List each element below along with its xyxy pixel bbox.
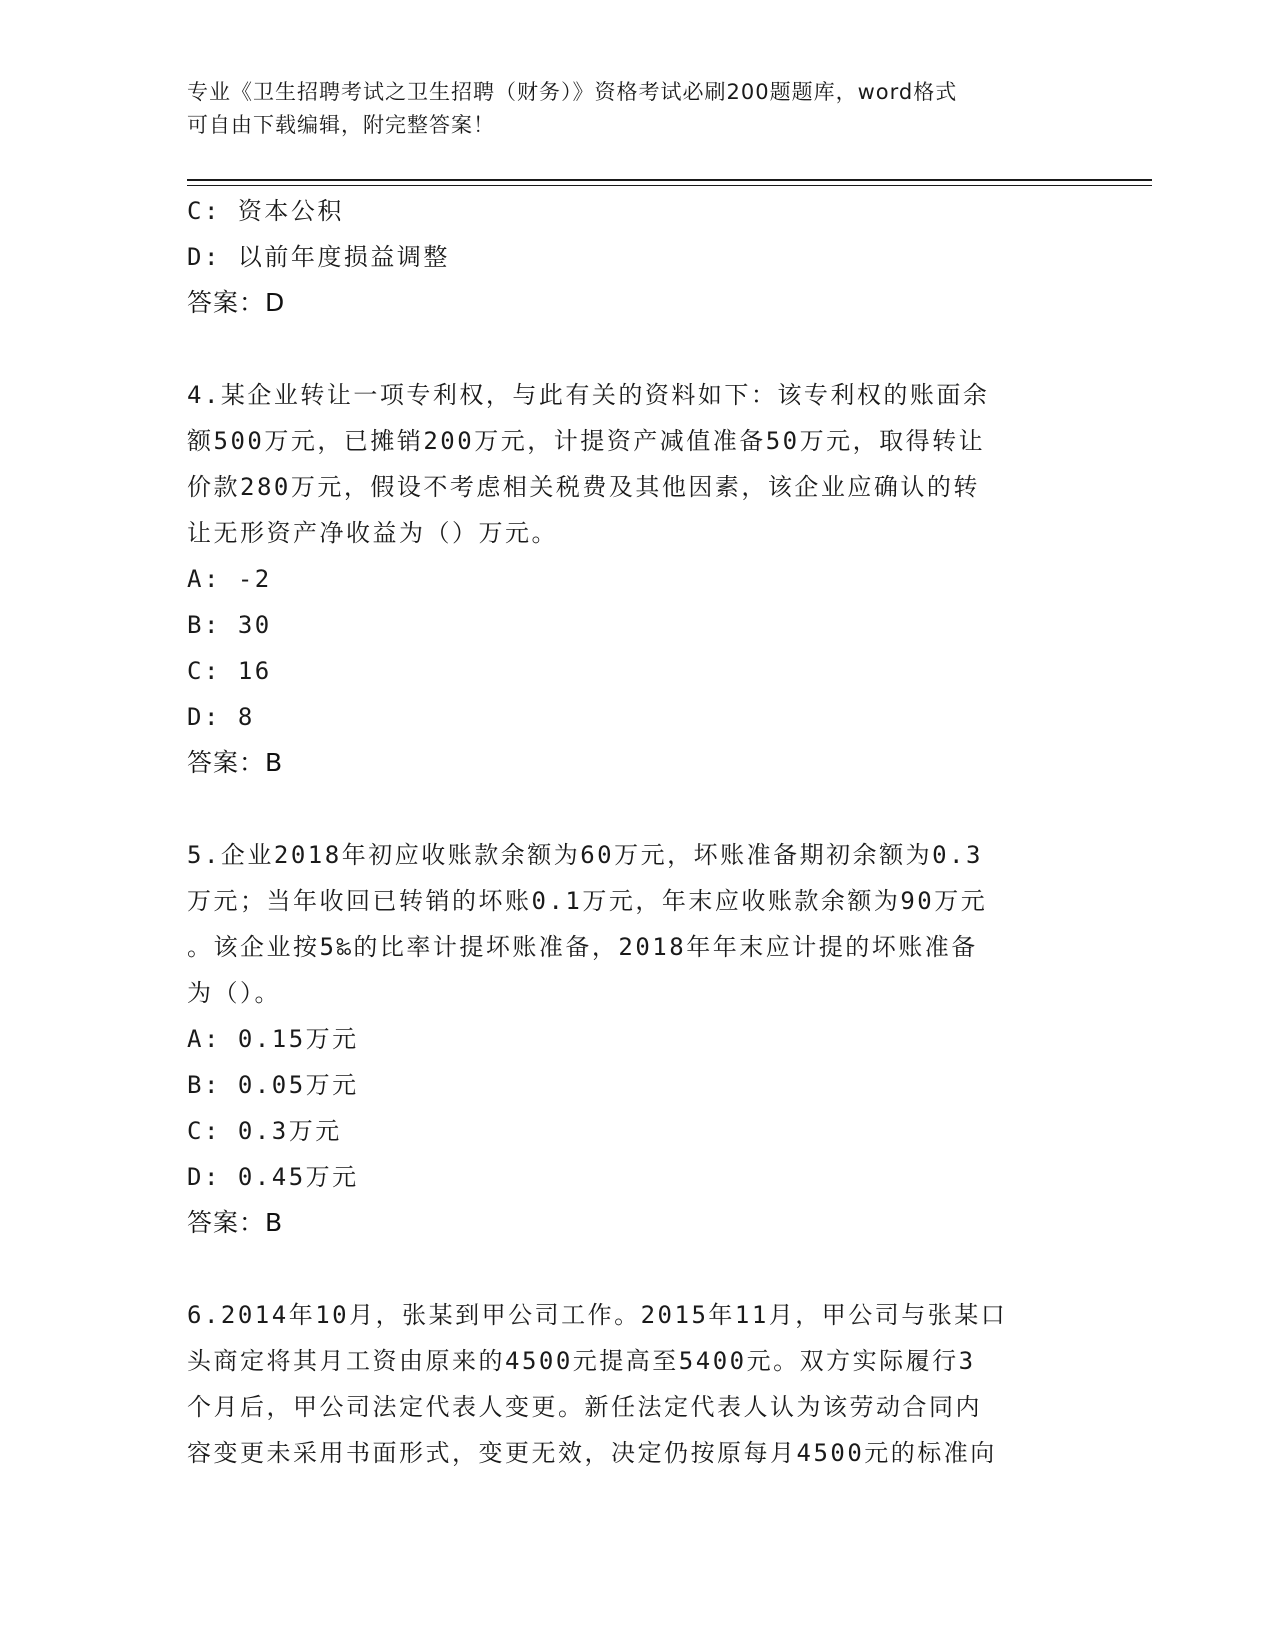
q6-stem-line: 个月后，甲公司法定代表人变更。新任法定代表人认为该劳动合同内 xyxy=(187,1393,982,1421)
q3-option-d: D: 以前年度损益调整 xyxy=(187,243,450,271)
q4-stem-line: 额500万元，已摊销200万元，计提资产减值准备50万元，取得转让 xyxy=(187,427,986,455)
question-4 xyxy=(187,372,1087,786)
question-3-tail xyxy=(187,188,1087,326)
q5-stem-line: 5.企业2018年初应收账款余额为60万元，坏账准备期初余额为0.3 xyxy=(187,841,983,869)
q5-stem-line: 。该企业按5‰的比率计提坏账准备，2018年年末应计提的坏账准备 xyxy=(187,933,978,961)
spacer xyxy=(187,786,1087,832)
q5-option-c: C: 0.3万元 xyxy=(187,1117,342,1145)
q3-answer: 答案：D xyxy=(187,288,286,317)
q6-stem-line: 头商定将其月工资由原来的4500元提高至5400元。双方实际履行3 xyxy=(187,1347,976,1375)
q4-answer: 答案：B xyxy=(187,748,284,777)
header-divider-thick xyxy=(187,179,1152,181)
q4-option-a: A: -2 xyxy=(187,565,272,593)
q6-stem-line: 6.2014年10月，张某到甲公司工作。2015年11月，甲公司与张某口 xyxy=(187,1301,1008,1329)
q4-option-d: D: 8 xyxy=(187,703,255,731)
question-content xyxy=(187,188,1087,1476)
q4-stem-line: 4.某企业转让一项专利权，与此有关的资料如下：该专利权的账面余 xyxy=(187,381,990,409)
q5-answer: 答案：B xyxy=(187,1208,284,1237)
q3-option-c: C: 资本公积 xyxy=(187,197,344,225)
q4-option-b: B: 30 xyxy=(187,611,272,639)
q5-stem-line: 为（）。 xyxy=(187,979,281,1007)
question-5 xyxy=(187,832,1087,1246)
q5-option-a: A: 0.15万元 xyxy=(187,1025,359,1053)
q5-stem-line: 万元；当年收回已转销的坏账0.1万元，年末应收账款余额为90万元 xyxy=(187,887,988,915)
q5-option-b: B: 0.05万元 xyxy=(187,1071,359,1099)
spacer xyxy=(187,1246,1087,1292)
q6-stem-line: 容变更未采用书面形式，变更无效，决定仍按原每月4500元的标准向 xyxy=(187,1439,997,1467)
header-divider-thin xyxy=(187,185,1152,186)
q4-stem-line: 价款280万元，假设不考虑相关税费及其他因素，该企业应确认的转 xyxy=(187,473,980,501)
q5-option-d: D: 0.45万元 xyxy=(187,1163,359,1191)
spacer xyxy=(187,326,1087,372)
question-6 xyxy=(187,1292,1087,1476)
document-header xyxy=(187,76,1087,142)
q4-stem-line: 让无形资产净收益为（）万元。 xyxy=(187,519,558,547)
q4-option-c: C: 16 xyxy=(187,657,272,685)
header-line-1: 专业《卫生招聘考试之卫生招聘（财务）》资格考试必刷200题题库，word格式 xyxy=(187,80,958,104)
header-line-2: 可自由下载编辑，附完整答案！ xyxy=(187,113,495,137)
